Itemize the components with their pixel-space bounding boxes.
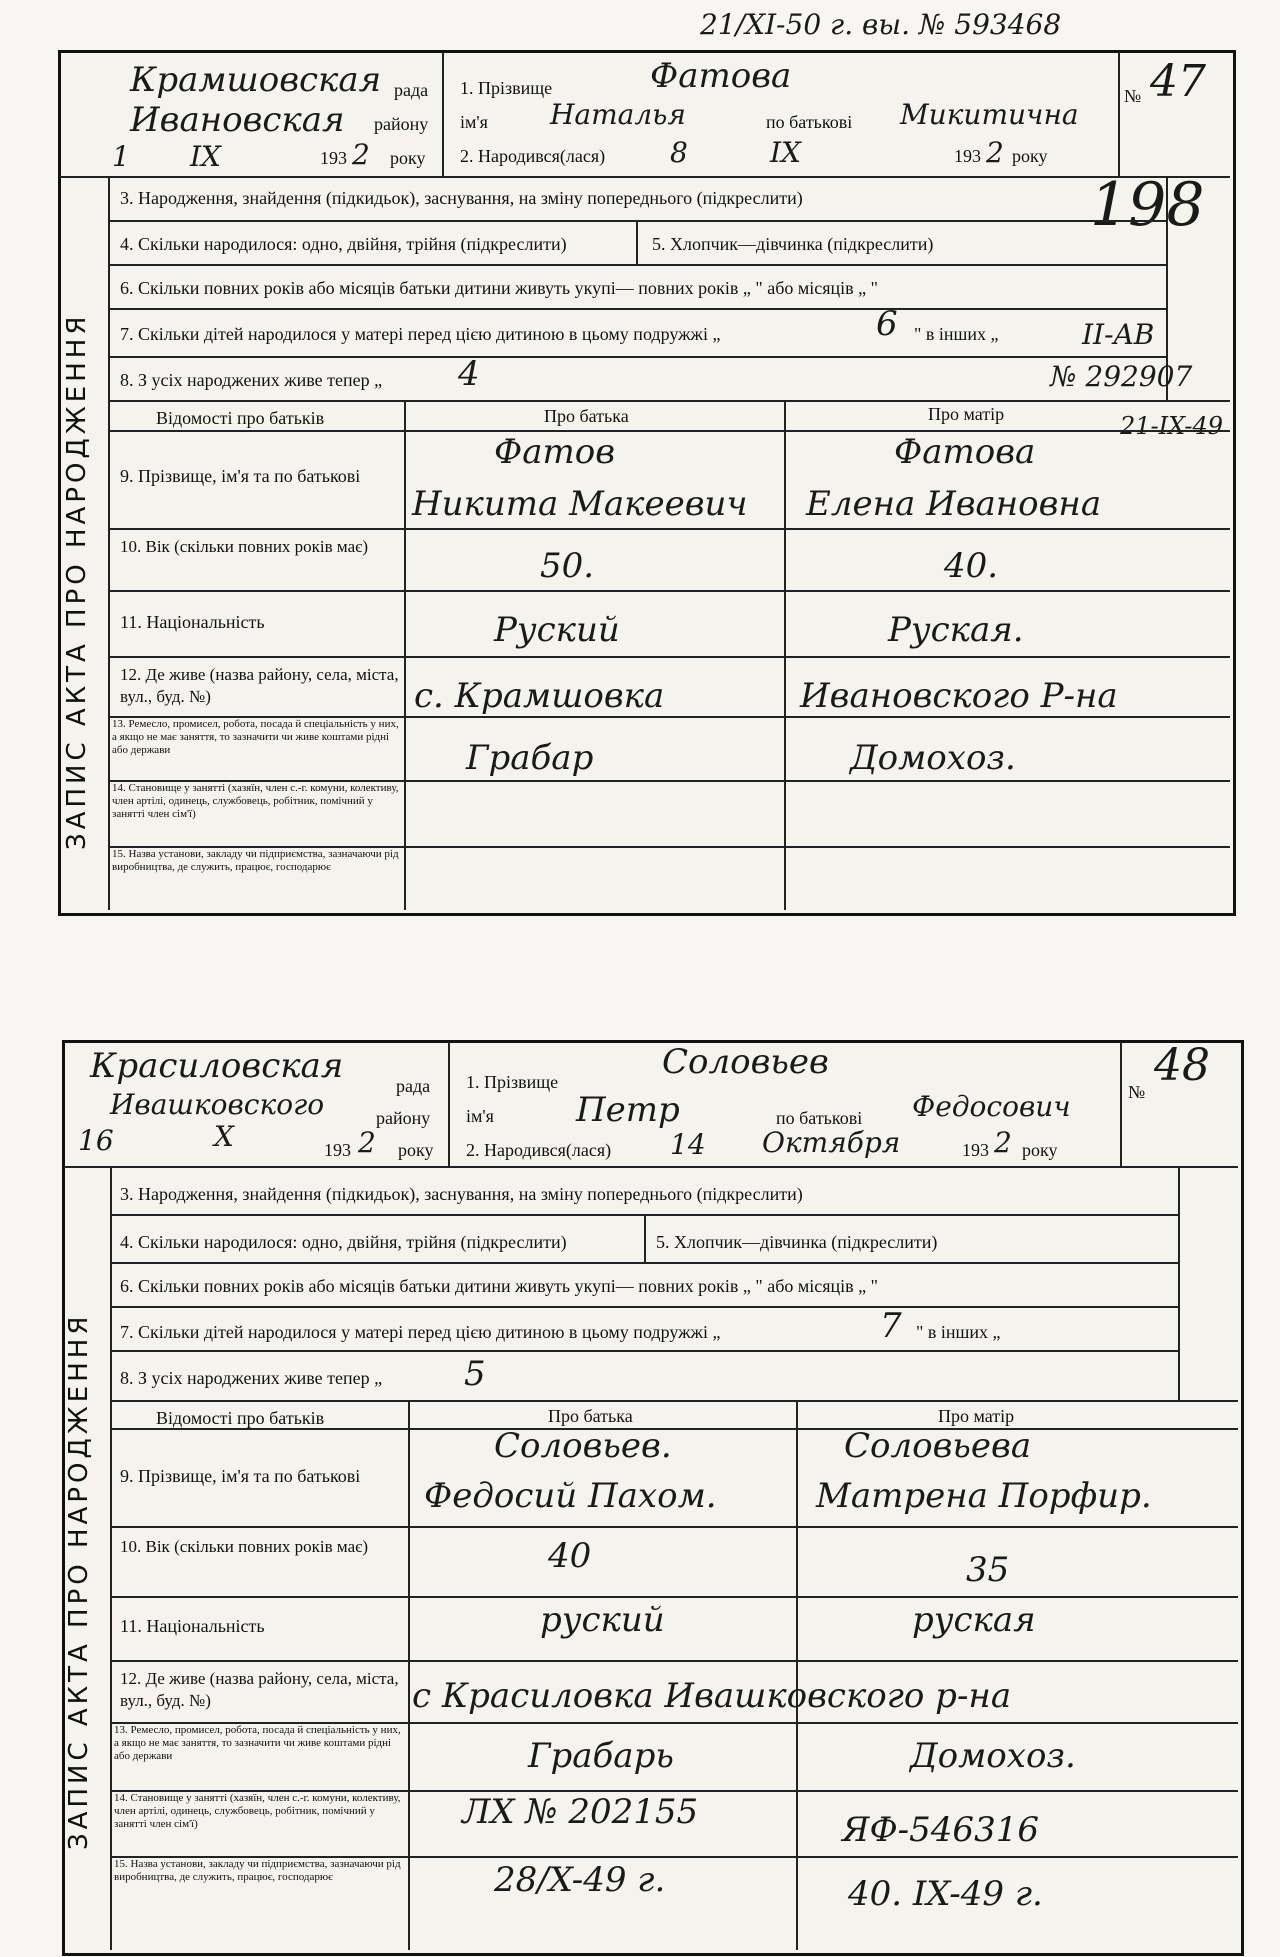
- field-10: 10. Вік (скільки повних років має): [120, 537, 369, 556]
- living-now: 4: [458, 354, 480, 394]
- father-name: Федосий Пахом.: [424, 1476, 717, 1516]
- mother-job: Домохоз.: [850, 738, 1016, 778]
- field-7: 7. Скільки дітей народилося у матері перед цією дитиною в цьому подружжі „: [120, 324, 721, 344]
- field-3: 3. Народження, знайдення (підкидьок), заснування, на зміну попереднього (підкреслити): [120, 188, 803, 208]
- patronymic-label: по батькові: [766, 112, 853, 132]
- reg-year-digit: 2: [358, 1126, 376, 1159]
- field-6: 6. Скільки повних років або місяців батьки дитини живуть укупі— повних років „ " або місяців „ ": [120, 278, 879, 298]
- field-12: 12. Де живе (назва району, села, міста, вул., буд. №): [120, 1669, 399, 1710]
- born-month: Октября: [762, 1126, 901, 1159]
- col-mother: Про матір: [928, 404, 1005, 424]
- year-prefix: 193: [324, 1140, 351, 1160]
- note-mother-2: 40. IX-49 г.: [848, 1874, 1043, 1914]
- roku-label: року: [390, 148, 426, 168]
- father-age: 50.: [540, 546, 595, 586]
- col-info: Відомості про батьків: [156, 1408, 325, 1428]
- field-11: 11. Національність: [120, 612, 265, 632]
- surname-label: 1. Прізвище: [460, 78, 553, 98]
- mother-name: Елена Ивановна: [806, 484, 1102, 524]
- reg-day: 16: [78, 1124, 114, 1157]
- name-value: Петр: [576, 1090, 680, 1130]
- number-label: №: [1124, 86, 1142, 106]
- mother-job: Домохоз.: [910, 1736, 1076, 1776]
- children-before: 6: [876, 304, 898, 344]
- reg-day: 1: [112, 140, 130, 173]
- rada-label: рада: [394, 80, 429, 100]
- col-father: Про батька: [548, 1406, 633, 1426]
- father-residence: с. Крамшовка: [414, 676, 665, 716]
- field-4: 4. Скільки народилося: одно, двійня, трійня (підкреслити): [120, 234, 567, 254]
- rada-value: Крамшовская: [130, 60, 382, 100]
- field-9: 9. Прізвище, ім'я та по батькові: [120, 1466, 361, 1486]
- reg-month: X: [214, 1120, 234, 1153]
- living-now: 5: [464, 1354, 486, 1394]
- year-prefix-2: 193: [962, 1140, 989, 1160]
- year-prefix: 193: [320, 148, 347, 168]
- born-month: IX: [770, 136, 801, 169]
- col-info: Відомості про батьків: [156, 408, 325, 428]
- field-14: 14. Становище у занятті (хазяїн, член с.-г. комуни, колективу, член артілі, одинець, службовець, робітник, помічний у занятті член сім'ї): [114, 1792, 401, 1830]
- roku-label: року: [398, 1140, 434, 1160]
- father-name: Никита Макеевич: [412, 484, 748, 524]
- record-number: 48: [1154, 1040, 1210, 1091]
- field-5: 5. Хлопчик—дівчинка (підкреслити): [652, 234, 934, 254]
- number-label: №: [1128, 1082, 1146, 1102]
- rada-label: рада: [396, 1076, 431, 1096]
- margin-note-2: № 292907: [1050, 360, 1193, 393]
- note-mother-1: ЯФ-546316: [842, 1810, 1039, 1850]
- mother-surname: Фатова: [894, 432, 1036, 472]
- born-day: 8: [670, 136, 688, 169]
- reg-month: IX: [190, 140, 221, 173]
- patronymic-value: Микитична: [900, 98, 1079, 131]
- field-8: 8. З усіх народжених живе тепер „: [120, 370, 383, 390]
- rayon-label: району: [374, 114, 429, 134]
- side-title: ЗАПИС АКТА ПРО НАРОДЖЕННЯ: [64, 1312, 94, 1850]
- mother-age: 40.: [944, 546, 999, 586]
- name-label: ім'я: [460, 112, 488, 132]
- field-13: 13. Ремесло, промисел, робота, посада й спеціальність у них, а якщо не має заняття, то зазначити чи живе коштами рідні або держави: [114, 1724, 401, 1762]
- born-label: 2. Народився(лася): [460, 146, 606, 166]
- name-value: Наталья: [550, 98, 686, 131]
- born-day: 14: [670, 1128, 706, 1161]
- father-nat: руский: [540, 1600, 665, 1640]
- name-label: ім'я: [466, 1106, 494, 1126]
- born-year-digit: 2: [994, 1126, 1012, 1159]
- record-number: 47: [1150, 56, 1206, 107]
- field-7b: " в інших „: [914, 324, 999, 344]
- field-13: 13. Ремесло, промисел, робота, посада й спеціальність у них, а якщо не має заняття, то зазначити чи живе коштами рідні або держави: [112, 718, 399, 756]
- top-note: 21/XI-50 г. вы. № 593468: [700, 8, 1062, 41]
- margin-number: 198: [1090, 170, 1205, 240]
- mother-surname: Соловьева: [844, 1426, 1032, 1466]
- year-prefix-2: 193: [954, 146, 981, 166]
- field-11: 11. Національність: [120, 1616, 265, 1636]
- field-8: 8. З усіх народжених живе тепер „: [120, 1368, 383, 1388]
- field-14: 14. Становище у занятті (хазяїн, член с.-г. комуни, колективу, член артілі, одинець, службовець, робітник, помічний у занятті член сім'ї): [112, 782, 399, 820]
- roku-label-2: року: [1022, 1140, 1058, 1160]
- field-9: 9. Прізвище, ім'я та по батькові: [120, 466, 361, 486]
- note-father-2: 28/X-49 г.: [494, 1860, 666, 1900]
- mother-age: 35: [966, 1550, 1010, 1590]
- margin-note-3: 21-IX-49: [1120, 412, 1224, 440]
- rayon-value: Ивановская: [130, 100, 345, 140]
- residence: с Красиловка Ивашковского р-на: [412, 1676, 1012, 1716]
- field-7b: " в інших „: [916, 1322, 1001, 1342]
- mother-name: Матрена Порфир.: [816, 1476, 1152, 1516]
- born-label: 2. Народився(лася): [466, 1140, 612, 1160]
- children-before: 7: [880, 1306, 902, 1346]
- patronymic-label: по батькові: [776, 1108, 863, 1128]
- field-3: 3. Народження, знайдення (підкидьок), заснування, на зміну попереднього (підкреслити): [120, 1184, 803, 1204]
- field-6: 6. Скільки повних років або місяців батьки дитини живуть укупі— повних років „ " або місяців „ ": [120, 1276, 879, 1296]
- surname-label: 1. Прізвище: [466, 1072, 559, 1092]
- mother-nat: руская: [912, 1600, 1036, 1640]
- field-15: 15. Назва установи, закладу чи підприємства, зазначаючи рід виробництва, де служить, працює, господарює: [114, 1858, 401, 1883]
- surname-value: Фатова: [650, 56, 792, 96]
- patronymic-value: Федосович: [912, 1090, 1071, 1123]
- field-10: 10. Вік (скільки повних років має): [120, 1537, 369, 1556]
- field-5: 5. Хлопчик—дівчинка (підкреслити): [656, 1232, 938, 1252]
- father-age: 40: [548, 1536, 592, 1576]
- rada-value: Красиловская: [90, 1046, 344, 1086]
- father-nat: Руский: [494, 610, 620, 650]
- margin-note-1: II-AB: [1082, 318, 1155, 351]
- mother-residence: Ивановского Р-на: [800, 676, 1118, 716]
- surname-value: Соловьев: [662, 1042, 829, 1082]
- rayon-value: Ивашковского: [110, 1088, 325, 1121]
- reg-year-digit: 2: [352, 138, 370, 171]
- roku-label-2: року: [1012, 146, 1048, 166]
- father-job: Грабар: [466, 738, 594, 778]
- born-year-digit: 2: [986, 136, 1004, 169]
- field-15: 15. Назва установи, закладу чи підприємства, зазначаючи рід виробництва, де служить, працює, господарює: [112, 848, 399, 873]
- side-title: ЗАПИС АКТА ПРО НАРОДЖЕННЯ: [62, 312, 92, 850]
- rayon-label: району: [376, 1108, 431, 1128]
- mother-nat: Руская.: [888, 610, 1024, 650]
- father-surname: Соловьев.: [494, 1426, 672, 1466]
- col-father: Про батька: [544, 406, 629, 426]
- field-12: 12. Де живе (назва району, села, міста, вул., буд. №): [120, 665, 399, 706]
- father-surname: Фатов: [494, 432, 615, 472]
- field-7: 7. Скільки дітей народилося у матері перед цією дитиною в цьому подружжі „: [120, 1322, 721, 1342]
- note-father-1: ЛХ № 202155: [462, 1792, 699, 1832]
- field-4: 4. Скільки народилося: одно, двійня, трійня (підкреслити): [120, 1232, 567, 1252]
- father-job: Грабарь: [528, 1736, 674, 1776]
- col-mother: Про матір: [938, 1406, 1015, 1426]
